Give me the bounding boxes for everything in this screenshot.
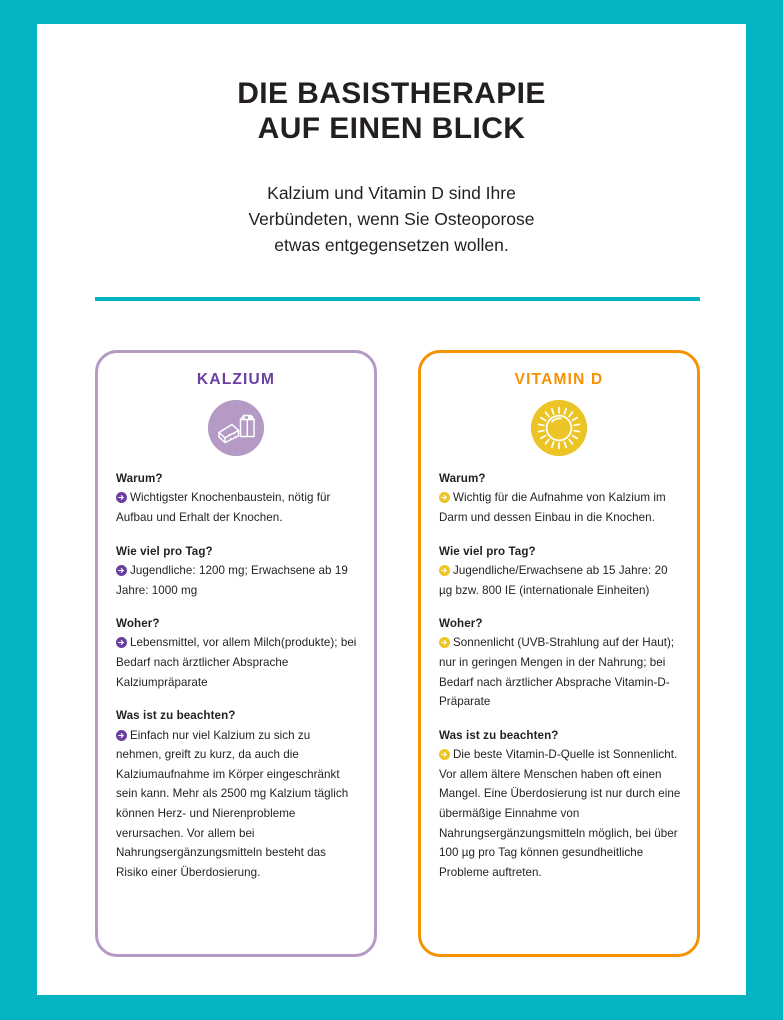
arrow-bullet-icon [439,749,450,760]
section-body [116,488,358,527]
cheese-and-milk-carton-icon [208,400,264,456]
card-icon-wrap-kalzium [112,400,360,456]
subtitle-line-3: etwas entgegensetzen wollen. [274,234,509,255]
section-body-text: Jugendliche: 1200 mg; Erwachsene ab 19 Jahre: 1000 mg [116,563,348,597]
arrow-bullet-icon [116,637,127,648]
section-warum [116,470,358,528]
section-body [439,633,681,711]
title-line-2: AUF EINEN BLICK [257,112,526,146]
section-body [116,726,358,883]
section-body [439,561,681,600]
section-body [116,561,358,600]
section-was-ist-zu-beachten [116,707,358,882]
section-wie-viel-pro-tag [439,543,681,601]
header [37,24,746,258]
section-body [439,488,681,527]
sun-icon [531,400,587,456]
section-warum [439,470,681,528]
subtitle-line-1: Kalzium und Vitamin D sind Ihre [267,183,516,204]
section-body-text: Jugendliche/Erwachsene ab 15 Jahre: 20 µg bzw. 800 IE (internationale Einheiten) [439,563,668,597]
section-heading: Was ist zu beachten? [439,728,559,742]
title-line-1: DIE BASISTHERAPIE [237,77,546,110]
section-heading: Wie viel pro Tag? [116,544,213,558]
card-vitamin-d [418,350,700,957]
section-heading: Wie viel pro Tag? [439,544,536,558]
arrow-bullet-icon [116,492,127,503]
section-was-ist-zu-beachten [439,727,681,882]
section-heading: Warum? [116,472,163,485]
white-sheet [37,24,746,995]
section-heading: Woher? [439,617,483,631]
section-body-text: Wichtigster Knochenbaustein, nötig für Aufbau und Erhalt der Knochen. [116,491,331,524]
section-body [439,745,681,882]
arrow-bullet-icon [439,637,450,648]
page-title [37,76,746,146]
section-heading: Warum? [439,472,486,485]
section-body-text: Sonnenlicht (UVB-Strahlung auf der Haut); nur in geringen Mengen in der Nahrung; bei Bedarf nach ärztlicher Absprache Vitamin-D-Präparate [439,636,675,709]
card-sections-vitamin-d [435,470,683,882]
section-body-text: Einfach nur viel Kalzium zu sich zu nehmen, greift zu kurz, da auch die Kalziumaufnahme im Körper eingeschränkt sein kann. Mehr als 2500 mg Kalzium täglich können Herz- und Nierenprobleme verursachen. Vor allem bei Nahrungsergänzungsmitteln besteht das Risiko einer Überdosierung. [116,728,349,879]
card-kalzium [95,350,377,957]
section-body [116,633,358,692]
cards-container [95,350,700,957]
arrow-bullet-icon [439,565,450,576]
page-subtitle [37,181,746,258]
header-divider [95,297,700,301]
section-woher [439,615,681,712]
card-title-vitamin-d: VITAMIN D [514,371,604,388]
subtitle-line-2: Verbündeten, wenn Sie Osteoporose [248,208,535,229]
arrow-bullet-icon [439,492,450,503]
arrow-bullet-icon [116,730,127,741]
section-heading: Woher? [116,617,160,631]
card-icon-wrap-vitamin-d [435,400,683,456]
card-sections-kalzium [112,470,360,882]
section-body-text: Lebensmittel, vor allem Milch(produkte); bei Bedarf nach ärztlicher Absprache Kalziumpräparate [116,636,357,689]
section-wie-viel-pro-tag [116,543,358,601]
section-body-text: Die beste Vitamin-D-Quelle ist Sonnenlicht. Vor allem ältere Menschen haben oft einen Mangel. Eine Überdosierung ist nur durch eine übermäßige Einnahme von Nahrungsergänzungsmitteln möglich, bei über 100 µg pro Tag können gesundheitliche Probleme auftreten. [439,748,681,879]
arrow-bullet-icon [116,565,127,576]
section-woher [116,615,358,692]
section-heading: Was ist zu beachten? [116,709,236,723]
section-body-text: Wichtig für die Aufnahme von Kalzium im Darm und dessen Einbau in die Knochen. [439,491,666,524]
card-title-kalzium: KALZIUM [196,371,276,388]
